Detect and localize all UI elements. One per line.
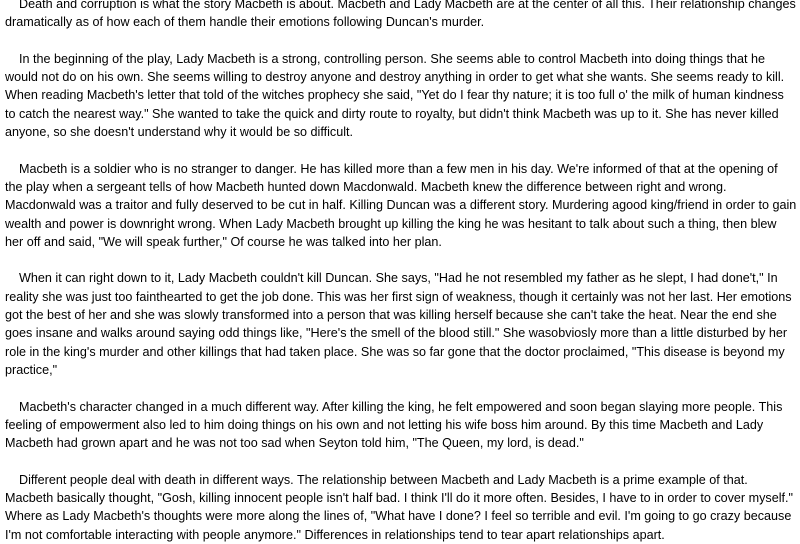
essay-body xyxy=(5,0,800,544)
paragraph-spacer xyxy=(5,379,797,397)
paragraph-intro: Death and corruption is what the story Macbeth is about. Macbeth and Lady Macbeth are at the center of all this. Their relationship changes dramatically as of how each of them handle their emotions following Duncan's murder. xyxy=(5,0,800,30)
paragraph-spacer xyxy=(5,141,797,159)
paragraph-macbeth-change: Macbeth's character changed in a much different way. After killing the king, he felt empowered and soon began slaying more people. This feeling of empowerment also led to him doing things on his own and not letting his wife boss him around. By this time Macbeth and Lady Macbeth had grown apart and he was not too sad when Seyton told him, "The Queen, my lord, is dead." xyxy=(5,399,786,451)
paragraph-spacer xyxy=(5,251,797,269)
paragraph-lady-macbeth-beginning: In the beginning of the play, Lady Macbeth is a strong, controlling person. She seems able to control Macbeth into doing things that he would not do on his own. She seems willing to destroy anyone and destroy anything in order to get what she wants. She seems ready to kill. When reading Macbeth's letter that told of the witches prophecy she said, "Yet do I fear thy nature; it is too full o' the milk of human kindness to catch the nearest way." She wanted to take the quick and dirty route to royalty, but didn't think Macbeth was up to it. She has never killed anyone, so she doesn't understand why it would be so difficult. xyxy=(5,51,788,140)
paragraph-lady-macbeth-weakness: When it can right down to it, Lady Macbeth couldn't kill Duncan. She says, "Had he not resembled my father as he slept, I had done't," In reality she was just too fainthearted to get the job done. This was her first sign of weakness, though it certainly was not her last. Her emotions got the best of her and she was slowly transformed into a person that was killing herself because she can't take the heat. Near the end she goes insane and walks around saying odd things like, "Here's the smell of the blood still." She wasobviosly more than a little disturbed by her role in the king's murder and other killings that had taken place. She was so far gone that the doctor proclaimed, "This disease is beyond my practice," xyxy=(5,271,796,377)
paragraph-spacer xyxy=(5,32,797,50)
paragraph-macbeth-soldier: Macbeth is a soldier who is no stranger to danger. He has killed more than a few men in his day. We're informed of that at the opening of the play when a sergeant tells of how Macbeth hunted down Macdonwald. Macbeth knew the difference between right and wrong. Macdonwald was a traitor and fully deserved to be cut in half. Killing Duncan was a different story. Murdering agood king/friend in order to gain wealth and power is downright wrong. When Lady Macbeth brought up killing the king he was hesitant to talk about such a thing, then blew her off and said, "We will speak further," Of course he was talked into her plan. xyxy=(5,161,800,249)
paragraph-spacer xyxy=(5,452,797,470)
paragraph-conclusion: Different people deal with death in different ways. The relationship between Macbeth and Lady Macbeth is a prime example of that. Macbeth basically thought, "Gosh, killing innocent people isn't half bad. I think I'll do it more often. Besides, I have to in order to cover myself." Where as Lady Macbeth's thoughts were more along the lines of, "What have I done? I feel so terrible and evil. I'm going to go crazy because I'm not comfortable interacting with people anymore." Differences in relationships tend to tear apart relationships apart. xyxy=(5,472,797,542)
